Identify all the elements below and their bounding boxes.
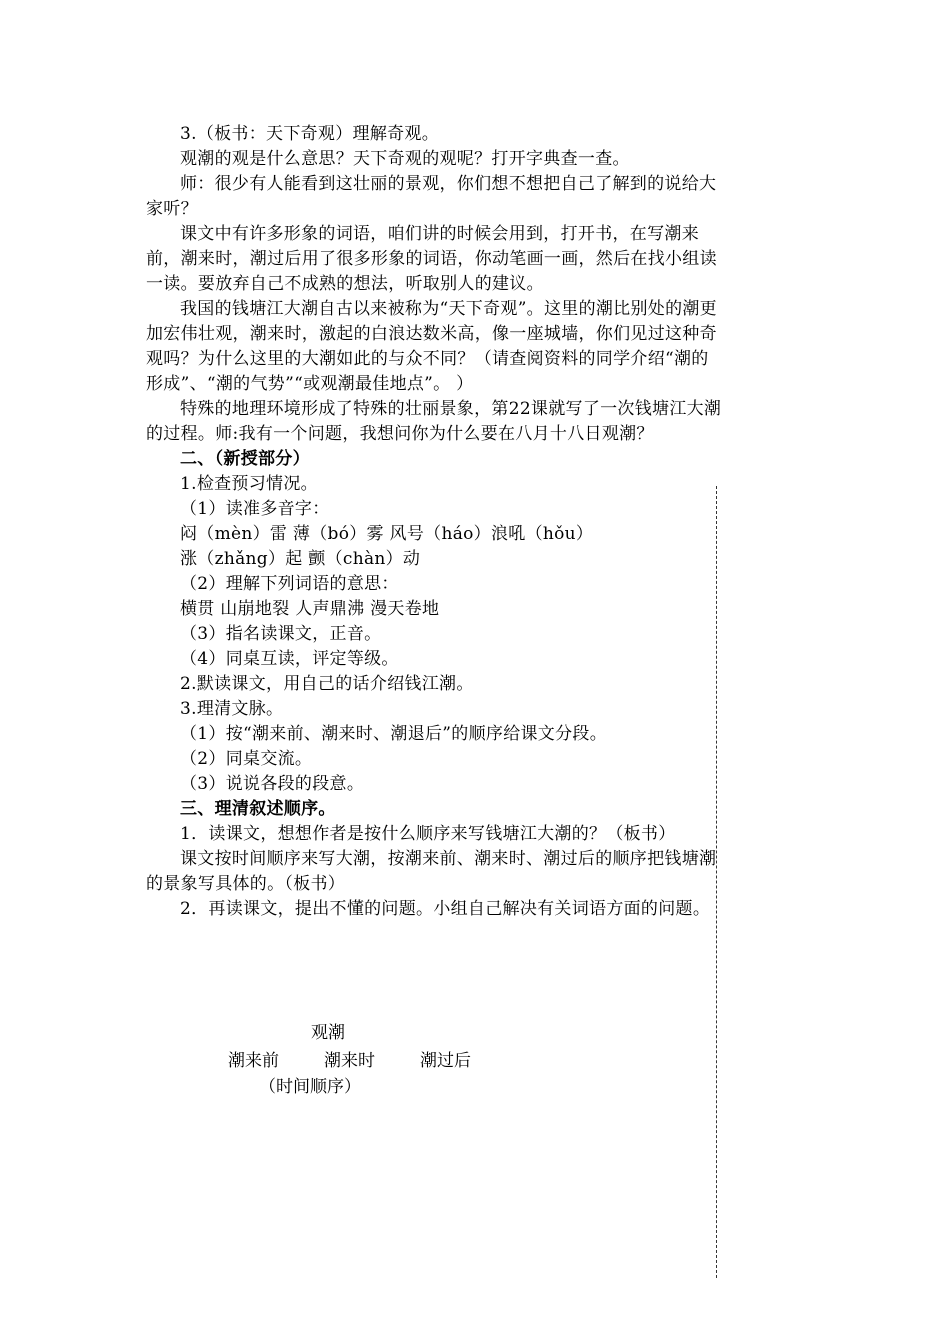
paragraph: 特殊的地理环境形成了特殊的壮丽景象，第22课就写了一次钱塘江大潮的过程。师:我有一个问题，我想问你为什么要在八月十八日观潮？: [146, 399, 722, 444]
board-after: 潮过后: [420, 1051, 471, 1071]
board-before: 潮来前: [228, 1051, 279, 1071]
paragraph: （1）按“潮来前、潮来时、潮退后”的顺序给课文分段。: [180, 724, 607, 744]
paragraph: 师：很少有人能看到这壮丽的景观，你们想不想把自己了解到的说给大家听？: [146, 174, 717, 219]
paragraph: 横贯 山崩地裂 人声鼎沸 漫天卷地: [180, 599, 440, 619]
paragraph: 三、理清叙述顺序。: [180, 799, 336, 819]
paragraph: （4）同桌互读，评定等级。: [180, 649, 399, 669]
board-title: 观潮: [311, 1023, 345, 1043]
paragraph: （2）同桌交流。: [180, 749, 313, 769]
paragraph: 2.默读课文，用自己的话介绍钱江潮。: [180, 674, 474, 694]
paragraph: （3）指名读课文，正音。: [180, 624, 382, 644]
paragraph: 观潮的观是什么意思？天下奇观的观呢？打开字典查一查。: [180, 149, 630, 169]
paragraph: 2．再读课文，提出不懂的问题。小组自己解决有关词语方面的问题。: [180, 899, 711, 919]
board-order: （时间顺序）: [259, 1077, 361, 1097]
board-during: 潮来时: [324, 1051, 375, 1071]
paragraph: 3.（板书：天下奇观）理解奇观。: [180, 124, 440, 144]
paragraph: 闷（mèn）雷 薄（bó）雾 风号（háo）浪吼（hǒu）: [180, 524, 594, 544]
paragraph: 课文中有许多形象的词语，咱们讲的时候会用到，打开书，在写潮来前，潮来时，潮过后用了很多形象的词语，你动笔画一画，然后在找小组读一读。要放弃自己不成熟的想法，听取别人的建议。: [146, 224, 717, 294]
paragraph: 3.理清文脉。: [180, 699, 284, 719]
paragraph: 二、（新授部分）: [180, 449, 310, 469]
document-body: [146, 122, 722, 922]
paragraph: 涨（zhǎng）起 颤（chàn）动: [180, 549, 421, 569]
paragraph: （1）读准多音字：: [180, 499, 330, 519]
paragraph: 1.检查预习情况。: [180, 474, 318, 494]
paragraph: （2）理解下列词语的意思：: [180, 574, 399, 594]
paragraph: 1．读课文，想想作者是按什么顺序来写钱塘江大潮的？（板书）: [180, 824, 676, 844]
dashed-margin-line: [716, 486, 717, 1278]
paragraph: （3）说说各段的段意。: [180, 774, 365, 794]
paragraph: 我国的钱塘江大潮自古以来被称为“天下奇观”。这里的潮比别处的潮更加宏伟壮观，潮来时，激起的白浪达数米高，像一座城墙，你们见过这种奇观吗？为什么这里的大潮如此的与众不同？（请查阅资料的同学介绍“潮的形成”、“潮的气势”“或观潮最佳地点”。 ）: [146, 299, 717, 394]
paragraph: 课文按时间顺序来写大潮，按潮来前、潮来时、潮过后的顺序把钱塘潮的景象写具体的。（板书）: [146, 849, 717, 894]
